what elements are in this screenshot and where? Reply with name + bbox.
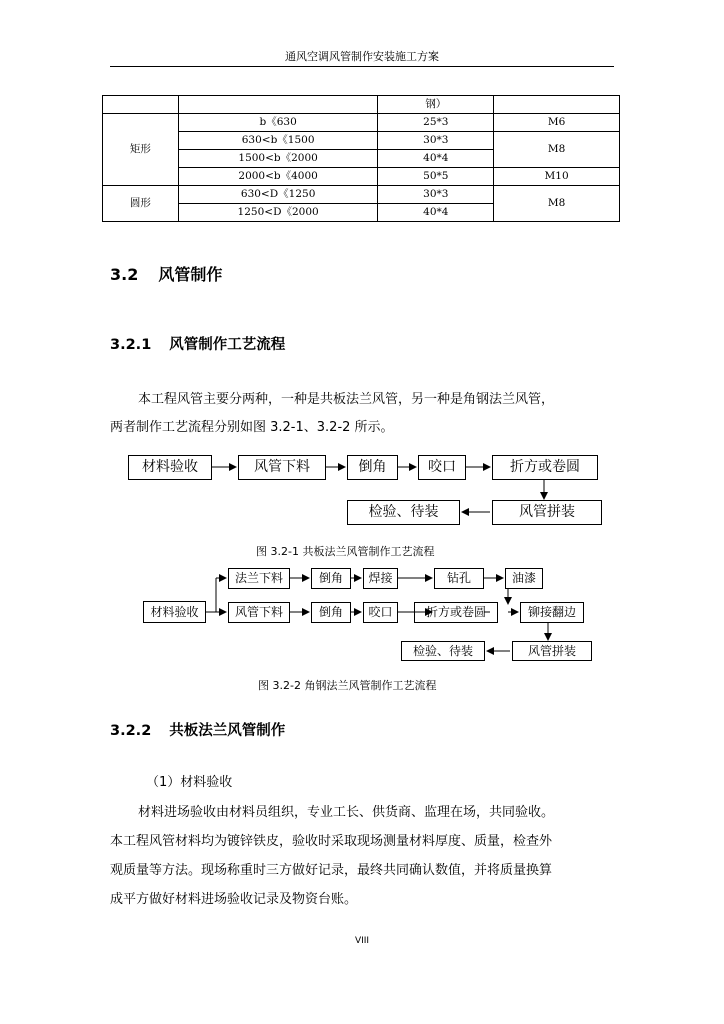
section-number: 3.2.1 [110,337,152,353]
table-cell: 50*5 [378,168,494,186]
flow1-step-duct-assembly: 风管拼装 [492,500,602,525]
flow2-step-seaming: 咬口 [363,602,398,623]
intro-line-1: 本工程风管主要分两种，一种是共板法兰风管，另一种是角钢法兰风管， [138,392,555,407]
table-cell: M10 [494,168,620,186]
body-line-3: 观质量等方法。现场称重时三方做好记录，最终共同确认数值，并将质量换算 [110,863,553,878]
table-cell: 40*4 [378,204,494,222]
flow1-step-material-inspection: 材料验收 [128,455,212,480]
table-cell: 钢） [378,96,494,114]
flow2-step-rivet-flange: 铆接翻边 [520,602,584,623]
table-cell: 40*4 [378,150,494,168]
table-cell: M8 [494,186,620,222]
body-line-1: 材料进场验收由材料员组织，专业工长、供货商、监理在场，共同验收。 [138,805,555,820]
flow1-step-inspection-waiting: 检验、待装 [347,500,460,525]
flow2-step-inspection-waiting: 检验、待装 [401,641,485,661]
table-cell: 1250<D《2000 [178,204,378,222]
flow1-step-seaming: 咬口 [418,455,466,480]
table-cell: 2000<b《4000 [178,168,378,186]
header-title: 通风空调风管制作安装施工方案 [285,50,439,63]
flow1-step-folding-rolling: 折方或卷圆 [492,455,598,480]
flow2-step-duct-assembly: 风管拼装 [512,641,592,661]
intro-line-2: 两者制作工艺流程分别如图 3.2-1、3.2-2 所示。 [110,420,394,435]
table-cell: 30*3 [378,186,494,204]
flow2-step-chamfer-top: 倒角 [311,568,351,589]
section-title: 共板法兰风管制作 [169,723,286,739]
section-number: 3.2 [110,265,139,284]
round-label-cell: 圆形 [103,186,179,222]
table-cell: M8 [494,132,620,168]
flow2-step-folding-rolling: 折方或卷圆 [414,602,498,623]
flow2-step-painting: 油漆 [505,568,543,589]
table-cell: 25*3 [378,114,494,132]
table-cell: M6 [494,114,620,132]
flow2-step-welding: 焊接 [363,568,398,589]
flow2-step-chamfer-mid: 倒角 [311,602,351,623]
section-title: 风管制作 [158,265,223,284]
table-cell: 30*3 [378,132,494,150]
page-number: VIII [354,936,370,946]
section-3-2-2-heading [110,719,285,740]
flow1-step-chamfer: 倒角 [347,455,398,480]
subsection-material-inspection: （1）材料验收 [146,775,233,790]
flow1-step-duct-cutting: 风管下料 [238,455,326,480]
table-cell: 630<D《1250 [178,186,378,204]
table-cell: 1500<b《2000 [178,150,378,168]
flow2-caption: 图 3.2-2 角钢法兰风管制作工艺流程 [258,679,437,692]
flow1-caption: 图 3.2-1 共板法兰风管制作工艺流程 [256,545,435,558]
rect-label-cell: 矩形 [103,114,179,186]
section-number: 3.2.2 [110,723,152,739]
body-line-4: 成平方做好材料进场验收记录及物资台账。 [110,892,358,907]
section-title: 风管制作工艺流程 [169,337,286,353]
table-cell: 630<b《1500 [178,132,378,150]
flow2-step-material-inspection: 材料验收 [143,601,206,623]
table-cell: b《630 [178,114,378,132]
flow2-step-flange-cutting: 法兰下料 [228,568,290,589]
flow2-step-duct-cutting: 风管下料 [228,602,290,623]
flow2-step-drilling: 钻孔 [434,568,484,589]
body-line-2: 本工程风管材料均为镀锌铁皮，验收时采取现场测量材料厚度、质量，检查外 [110,834,553,849]
